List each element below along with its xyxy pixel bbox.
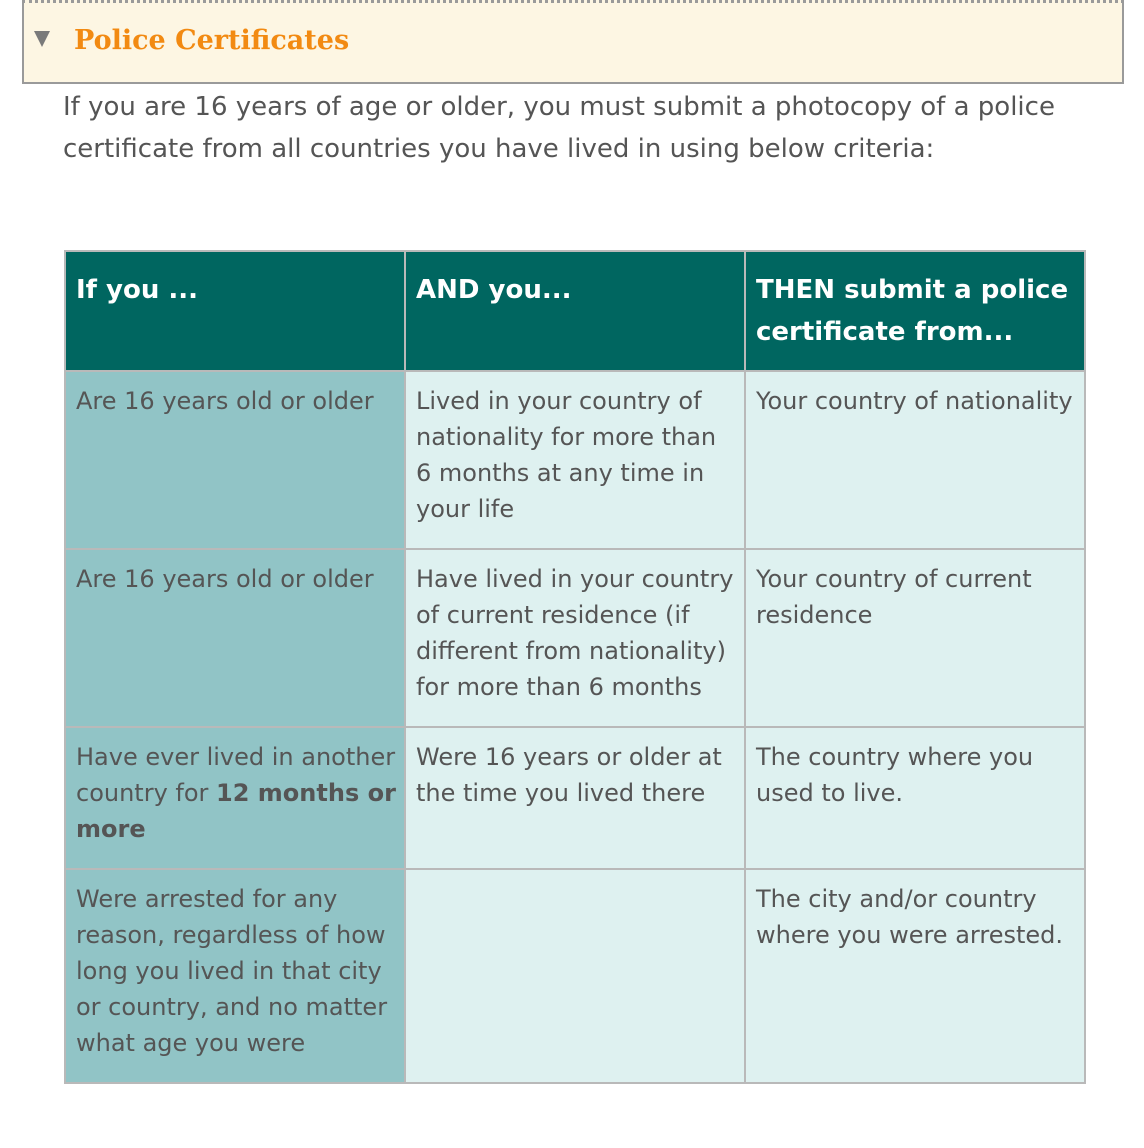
accordion-title[interactable]: Police Certificates: [74, 25, 350, 56]
if-cell: Are 16 years old or older: [65, 371, 405, 549]
criteria-table: [64, 250, 1086, 1084]
table-header-row: [65, 251, 1085, 371]
table-row: [65, 727, 1085, 869]
then-cell: The city and/or country where you were arrested.: [745, 869, 1085, 1083]
and-cell: [405, 869, 745, 1083]
and-cell: Were 16 years or older at the time you lived there: [405, 727, 745, 869]
column-header-if: If you ...: [65, 251, 405, 371]
and-cell: Have lived in your country of current residence (if different from nationality) for more than 6 months: [405, 549, 745, 727]
triangle-down-icon[interactable]: [34, 31, 50, 47]
intro-text: If you are 16 years of age or older, you must submit a photocopy of a police certificate from all countries you have lived in using below criteria:: [63, 92, 1055, 164]
if-cell-emphasis: 12 months or more: [76, 779, 396, 843]
if-cell: [65, 727, 405, 869]
accordion-header[interactable]: [22, 0, 1124, 84]
if-cell: Were arrested for any reason, regardless of how long you lived in that city or country, and no matter what age you were: [65, 869, 405, 1083]
if-cell: Are 16 years old or older: [65, 549, 405, 727]
table-row: [65, 371, 1085, 549]
then-cell: Your country of nationality: [745, 371, 1085, 549]
column-header-and: AND you...: [405, 251, 745, 371]
then-cell: Your country of current residence: [745, 549, 1085, 727]
then-cell: The country where you used to live.: [745, 727, 1085, 869]
table-row: [65, 549, 1085, 727]
and-cell: Lived in your country of nationality for more than 6 months at any time in your life: [405, 371, 745, 549]
table-row: [65, 869, 1085, 1083]
if-cell-text: Have ever lived in another country for: [76, 743, 396, 807]
column-header-then: THEN submit a police certificate from...: [745, 251, 1085, 371]
